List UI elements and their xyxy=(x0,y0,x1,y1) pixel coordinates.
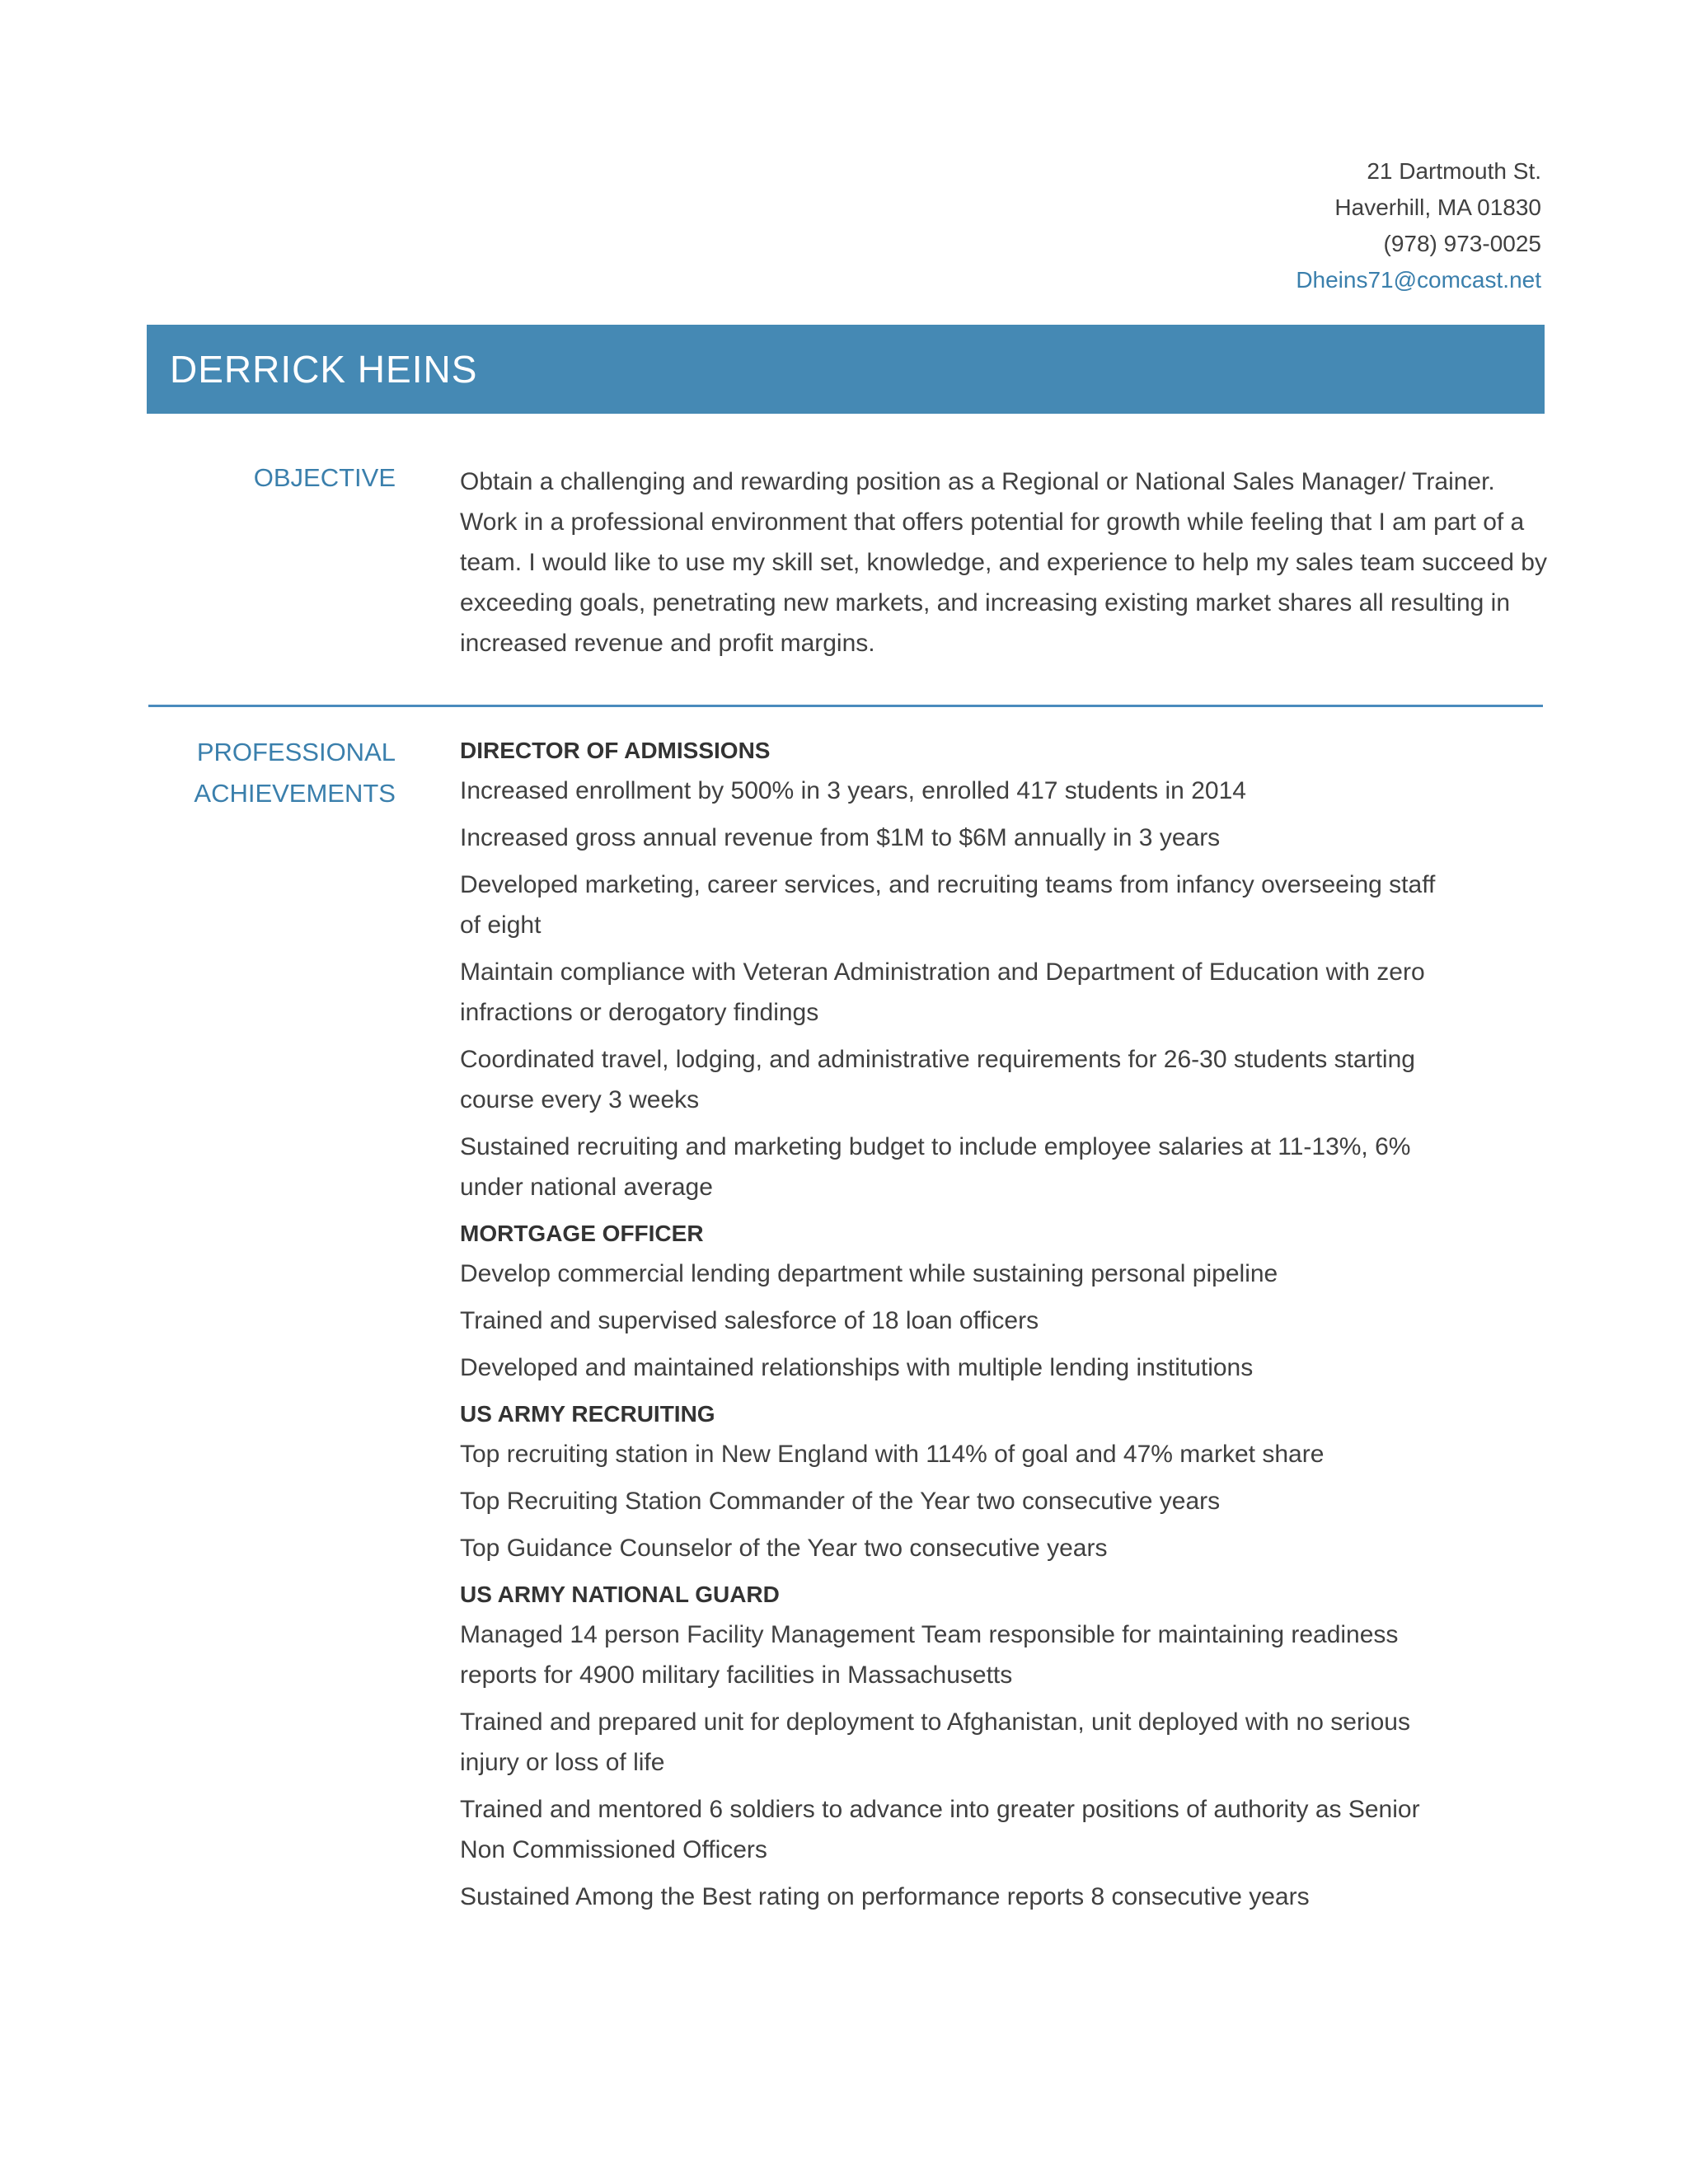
contact-city: Haverhill, MA 01830 xyxy=(1334,194,1541,220)
contact-phone: (978) 973-0025 xyxy=(1383,231,1541,256)
achievement-item: Trained and supervised salesforce of 18 loan officers xyxy=(460,1307,1039,1334)
objective-label: OBJECTIVE xyxy=(253,463,396,492)
achievement-item: Managed 14 person Facility Management Team responsible for maintaining readiness reports for 4900 military facilities in Massachusetts xyxy=(460,1621,1399,1689)
applicant-name: DERRICK HEINS xyxy=(170,348,478,391)
job-title: US ARMY RECRUITING xyxy=(460,1401,715,1427)
achievement-item: Increased enrollment by 500% in 3 years, enrolled 417 students in 2014 xyxy=(460,777,1246,804)
achievement-item: Increased gross annual revenue from $1M to $6M annually in 3 years xyxy=(460,824,1221,851)
achievement-item: Top recruiting station in New England with 114% of goal and 47% market share xyxy=(460,1441,1325,1468)
contact-street: 21 Dartmouth St. xyxy=(1367,158,1541,184)
achievement-item: Develop commercial lending department while sustaining personal pipeline xyxy=(460,1260,1278,1287)
section-divider xyxy=(148,705,1543,707)
achievement-item: Coordinated travel, lodging, and administrative requirements for 26-30 students starting course every 3 weeks xyxy=(460,1046,1415,1113)
job-title: MORTGAGE OFFICER xyxy=(460,1221,704,1246)
achievement-item: Top Guidance Counselor of the Year two consecutive years xyxy=(460,1535,1108,1562)
achievements-list xyxy=(460,731,1449,1924)
achievements-label-line2: ACHIEVEMENTS xyxy=(194,779,396,808)
achievement-item: Sustained recruiting and marketing budget to include employee salaries at 11-13%, 6% under national average xyxy=(460,1133,1411,1201)
name-banner xyxy=(147,325,1545,414)
achievement-item: Maintain compliance with Veteran Administration and Department of Education with zero infractions or derogatory findings xyxy=(460,958,1425,1026)
achievement-item: Developed and maintained relationships with multiple lending institutions xyxy=(460,1354,1254,1381)
achievement-item: Trained and mentored 6 soldiers to advance into greater positions of authority as Senior Non Commissioned Officers xyxy=(460,1796,1420,1863)
job-title: US ARMY NATIONAL GUARD xyxy=(460,1582,780,1607)
achievement-item: Sustained Among the Best rating on performance reports 8 consecutive years xyxy=(460,1883,1310,1910)
achievements-label-line1: PROFESSIONAL xyxy=(196,738,396,766)
achievement-item: Top Recruiting Station Commander of the Year two consecutive years xyxy=(460,1488,1221,1515)
contact-block xyxy=(1296,153,1541,298)
contact-email-link[interactable]: Dheins71@comcast.net xyxy=(1296,267,1541,293)
job-title: DIRECTOR OF ADMISSIONS xyxy=(460,738,771,763)
achievements-label xyxy=(194,732,396,814)
objective-text: Obtain a challenging and rewarding position as a Regional or National Sales Manager/ Trainer. Work in a professional environment that offers potential for growth while feeling that I am part of a team. I would like to use my skill set, knowledge, and experience to help my sales team succeed by exceeding goals, penetrating new markets, and increasing existing market shares all resulting in increased revenue and profit margins. xyxy=(460,468,1547,657)
achievement-item: Trained and prepared unit for deployment to Afghanistan, unit deployed with no serious injury or loss of life xyxy=(460,1708,1410,1776)
achievement-item: Developed marketing, career services, and recruiting teams from infancy overseeing staff of eight xyxy=(460,871,1436,939)
